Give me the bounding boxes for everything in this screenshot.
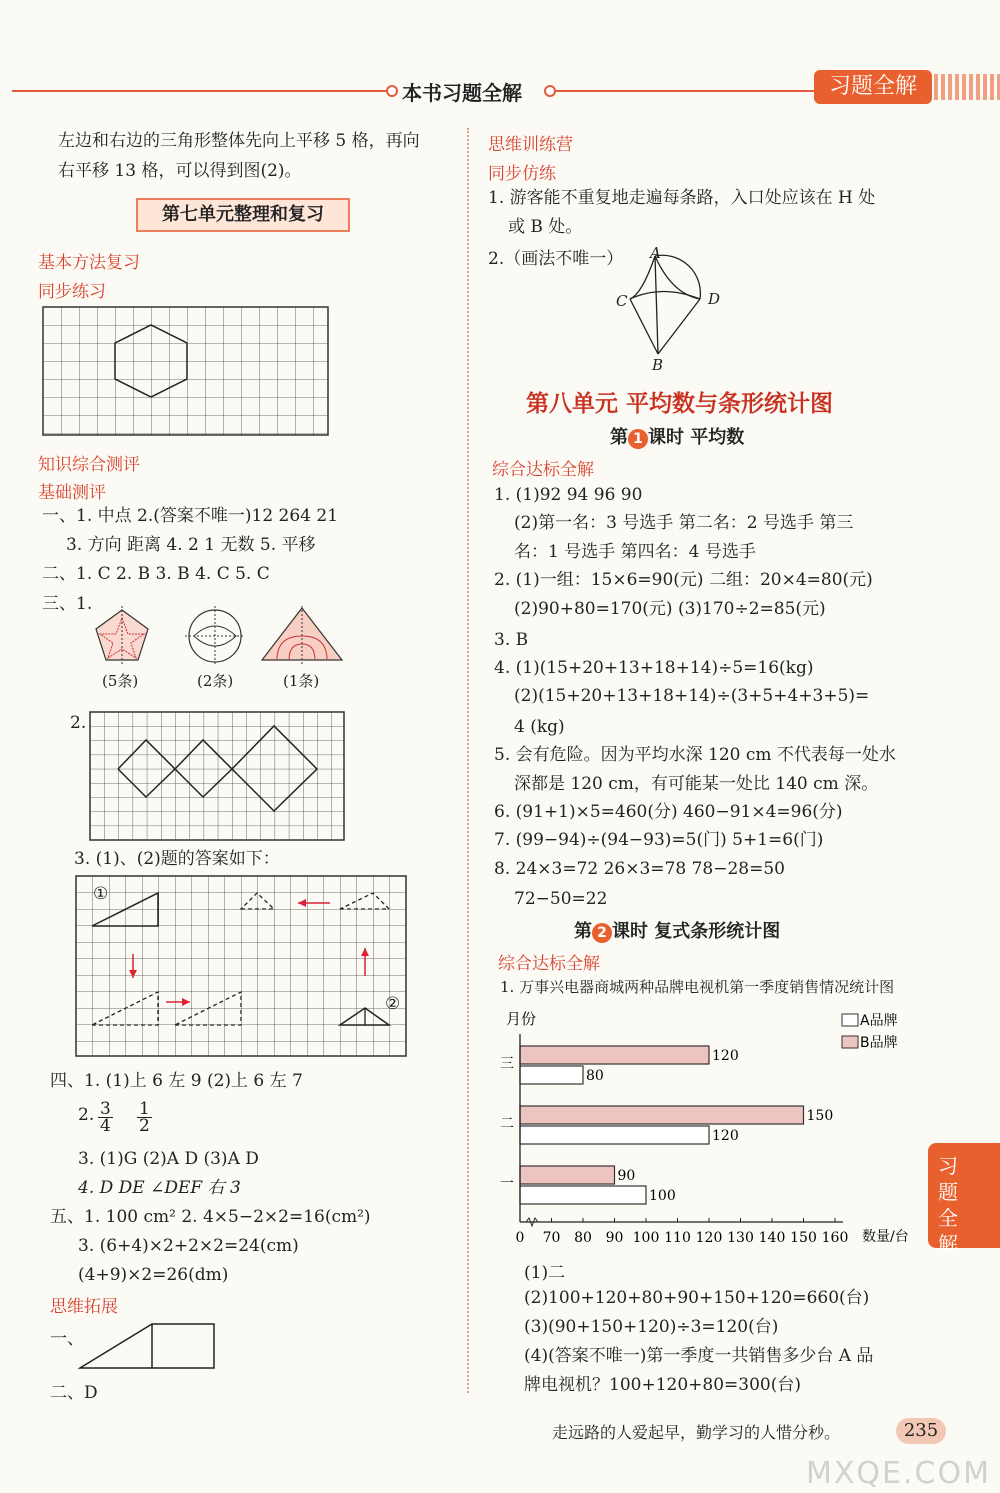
unit-8-title: 第八单元 平均数与条形统计图: [526, 391, 834, 417]
chart-bar-a-0: [520, 1186, 646, 1204]
kite-figure: [612, 244, 724, 374]
frac-1-2: $\frac{1}{2}$: [139, 1099, 150, 1136]
sym-label-2: (2条): [197, 672, 234, 690]
a-line-10: 5. 会有危险。因为平均水深 120 cm 不代表每一处水: [494, 745, 896, 765]
b-line-2: (1)二: [524, 1263, 566, 1283]
symmetry-figures: [92, 606, 352, 676]
chart-cat-label-2: 三: [500, 1056, 514, 1072]
intro-line-2: 右平移 13 格，可以得到图(2)。: [58, 161, 302, 181]
chart-bar-b-0: [520, 1166, 615, 1184]
chart-x-tick-140: 140: [758, 1230, 786, 1246]
sec-sync-imitate: 同步仿练: [488, 164, 556, 184]
s5-line-1: 五、1. 100 cm² 2. 4×5−2×2=16(cm²): [50, 1207, 371, 1227]
chart-x-tick-130: 130: [727, 1230, 754, 1246]
q2-label: 2.: [70, 713, 87, 733]
chart-x-tick-110: 110: [664, 1230, 691, 1246]
chart-legend-label-0: A品牌: [860, 1013, 898, 1029]
s5-line-3: (4+9)×2=26(dm): [78, 1265, 229, 1285]
circle-1-label: ①: [93, 884, 109, 904]
chart-bar-b-1: [520, 1106, 804, 1124]
chart-x-tick-150: 150: [790, 1230, 817, 1246]
a-line-12: 6. (91+1)×5=460(分) 460−91×4=96(分): [494, 802, 843, 822]
a-line-15: 72−50=22: [514, 889, 608, 909]
chart-legend-swatch-1: [842, 1036, 858, 1048]
a-line-11: 深都是 120 cm，有可能某一处比 140 cm 深。: [514, 774, 879, 794]
a-line-7: 4. (1)(15+20+13+18+14)÷5=16(kg): [494, 658, 814, 678]
chart-x-tick-70: 70: [542, 1230, 561, 1246]
bar-chart: [496, 1004, 920, 1250]
s4-line-4: 4. D DE ∠DEF 右 3: [78, 1178, 241, 1198]
header-rule-right: [552, 90, 817, 92]
header-dot-right: [544, 85, 556, 97]
b-line-3: (2)100+120+80+90+150+120=660(台): [524, 1288, 870, 1308]
a-line-9: 4 (kg): [514, 717, 565, 737]
a-line-5: (2)90+80=170(元) (3)170÷2=85(元): [514, 599, 826, 619]
intro-line-1: 左边和右边的三角形整体先向上平移 5 格，再向: [58, 131, 420, 151]
a-line-6: 3. B: [494, 630, 529, 650]
kite-label-c: C: [616, 292, 628, 310]
answers-3: 二、1. C 2. B 3. B 4. C 5. C: [42, 564, 270, 584]
chart-x-tick-120: 120: [695, 1230, 723, 1246]
chart-bar-label-a-1: 120: [712, 1128, 739, 1144]
a-line-2: (2)第一名：3 号选手 第二名：2 号选手 第三: [514, 513, 854, 533]
chart-cat-label-0: 一: [500, 1176, 514, 1192]
chart-bar-label-b-0: 90: [617, 1168, 636, 1184]
chart-bar-a-2: [520, 1066, 583, 1084]
sec-sync-practice: 同步练习: [38, 282, 106, 302]
kite-label-a: A: [650, 244, 661, 262]
header-rule-left: [12, 90, 390, 92]
chart-xlabel: 数量/台: [862, 1229, 909, 1245]
frac-3-4: $\frac{3}{4}$: [100, 1099, 111, 1136]
chart-x-tick-90: 90: [605, 1230, 624, 1246]
chart-bar-label-b-1: 150: [806, 1108, 834, 1124]
sym-label-3: (1条): [283, 672, 320, 690]
answers-4: 三、1.: [42, 594, 93, 614]
r1-line-b: 或 B 处。: [508, 217, 583, 237]
b-line-5: (4)(答案不唯一)第一季度一共销售多少台 A 品: [524, 1346, 874, 1366]
header-dot-left: [386, 85, 398, 97]
lesson-1-num: 1: [628, 429, 648, 449]
a-line-8: (2)(15+20+13+18+14)÷(3+5+4+3+5)=: [514, 686, 870, 706]
answers-1: 一、1. 中点 2.(答案不唯一)12 264 21: [42, 506, 339, 526]
page-number: 235: [896, 1418, 946, 1444]
footer-motto: 走远路的人爱起早，勤学习的人惜分秒。: [552, 1423, 841, 1442]
sec-comp-1: 综合达标全解: [492, 460, 594, 480]
unit-7-title-box: [136, 198, 350, 232]
expand-2: 二、D: [50, 1383, 98, 1403]
a-line-14: 8. 24×3=72 26×3=78 78−28=50: [494, 859, 785, 879]
a-line-1: 1. (1)92 94 96 90: [494, 485, 643, 505]
sec-base-test: 基础测评: [38, 483, 106, 503]
chart-bar-a-1: [520, 1126, 709, 1144]
side-tab: 习题全解: [928, 1143, 1000, 1248]
sym-label-1: (5条): [102, 672, 139, 690]
r2-label: 2.（画法不唯一）: [488, 249, 624, 269]
chart-x-tick-0: 0: [515, 1230, 525, 1246]
s4-line-2-label: 2.: [78, 1105, 95, 1125]
a-line-13: 7. (99−94)÷(94−93)=5(门) 5+1=6(门): [494, 830, 824, 850]
chart-cat-label-1: 二: [500, 1116, 514, 1132]
watermark: MXQE.COM: [806, 1456, 991, 1491]
b-line-4: (3)(90+150+120)÷3=120(台): [524, 1317, 779, 1337]
circle-2-label: ②: [385, 994, 401, 1014]
chart-bar-label-a-0: 100: [649, 1188, 676, 1204]
s5-line-2: 3. (6+4)×2+2×2=24(cm): [78, 1236, 299, 1256]
sec-comp-2: 综合达标全解: [498, 954, 600, 974]
sec-expand: 思维拓展: [50, 1297, 118, 1317]
lesson-1-title: 第 1 课时 平均数: [610, 427, 745, 448]
chart-x-tick-80: 80: [574, 1230, 592, 1246]
a-line-4: 2. (1)一组：15×6=90(元) 二组：20×4=80(元): [494, 570, 873, 590]
chart-bar-label-a-2: 80: [586, 1068, 604, 1084]
sec-knowledge: 知识综合测评: [38, 455, 140, 475]
q3-label: 3. (1)、(2)题的答案如下：: [74, 849, 280, 869]
header-stripes: [934, 74, 1000, 100]
lesson-2-title: 第 2 课时 复式条形统计图: [574, 921, 781, 942]
column-divider: [467, 128, 469, 1393]
chart-legend-swatch-0: [842, 1014, 858, 1026]
s4-line-3: 3. (1)G (2)A D (3)A D: [78, 1149, 259, 1169]
header-title: 本书习题全解: [402, 81, 522, 105]
b-line-6: 牌电视机？100+120+80=300(台): [524, 1375, 801, 1395]
trapezoid-figure: [80, 1322, 220, 1372]
sec-think: 思维训练营: [488, 135, 573, 155]
kite-label-d: D: [708, 290, 721, 308]
s4-line-1: 四、1. (1)上 6 左 9 (2)上 6 左 7: [50, 1071, 303, 1091]
chart-x-tick-100: 100: [632, 1230, 660, 1246]
r1-line-a: 1. 游客能不重复地走遍每条路，入口处应该在 H 处: [488, 188, 876, 208]
unit-7-title: 第七单元整理和复习: [162, 204, 324, 225]
kite-label-b: B: [652, 356, 664, 374]
chart-ylabel: 月份: [506, 1010, 537, 1028]
sec-basic-method: 基本方法复习: [38, 253, 140, 273]
b-line-1: 1. 万事兴电器商城两种品牌电视机第一季度销售情况统计图: [500, 978, 895, 996]
chart-x-tick-160: 160: [821, 1230, 849, 1246]
grid-translation: [76, 876, 408, 1058]
chart-legend-label-1: B品牌: [860, 1035, 898, 1051]
header-badge: 习题全解: [814, 70, 932, 104]
a-line-3: 名：1 号选手 第四名：4 号选手: [514, 542, 756, 562]
answers-2: 3. 方向 距离 4. 2 1 无数 5. 平移: [66, 535, 316, 555]
chart-bar-b-2: [520, 1046, 709, 1064]
expand-1: 一、: [50, 1329, 84, 1349]
grid-hexagon: [43, 307, 328, 437]
grid-diamonds: [90, 712, 346, 842]
chart-bar-label-b-2: 120: [712, 1048, 739, 1064]
lesson-2-num: 2: [592, 923, 612, 943]
